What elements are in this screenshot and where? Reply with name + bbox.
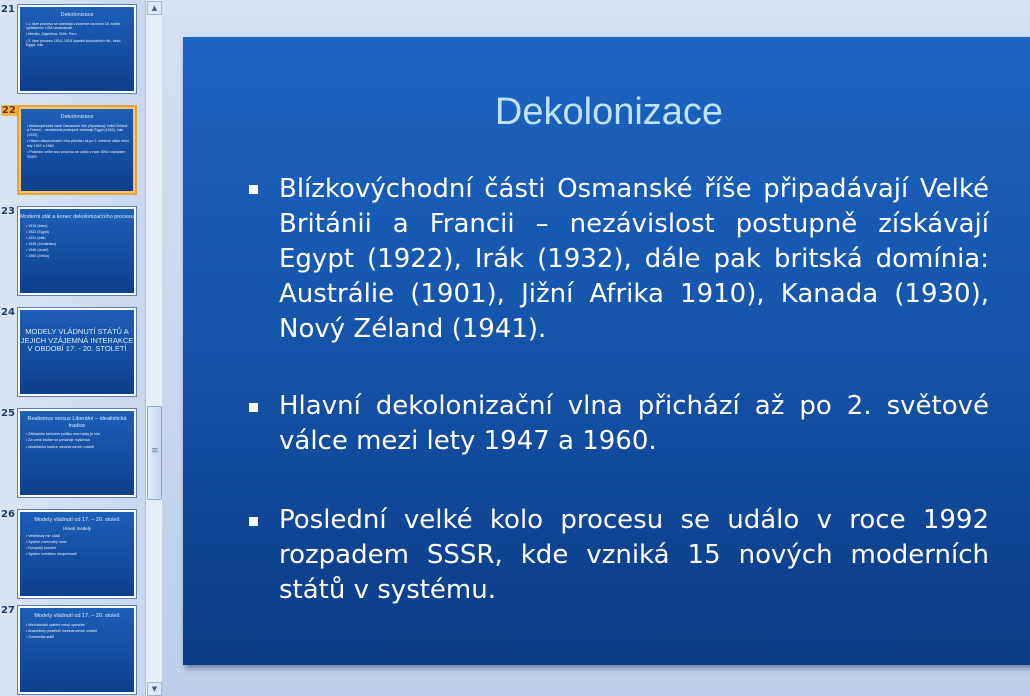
slide-bullet-1[interactable]: Blízkovýchodní části Osmanské říše připadávají Velké Británii a Francii – nezávislost postupně získávají Egypt (1922), Irák (1932), dále pak britská domínia: Austrálie (1901), Jižní Afrika 1910), Kanada (1930), Nový Zéland (1941). — [279, 174, 989, 344]
thumbnail-bullet: • Anarchický prostředí mezinárodních vztahů — [26, 629, 130, 634]
slide-number: 27 — [1, 605, 15, 616]
thumbnail-bullets — [27, 124, 129, 160]
thumbnail-bullet: • 1. fáze procesu se odehrála v Americe na konci 18. století vyhlášením USA nezávislosti — [26, 22, 130, 31]
slide-thumbnail-26[interactable] — [0, 509, 145, 601]
thumbnail-frame[interactable] — [17, 509, 137, 599]
thumbnail-bullets — [26, 534, 130, 557]
thumbnail-preview — [20, 7, 134, 91]
arrow-up-icon[interactable]: ▲ — [147, 1, 162, 15]
arrow-down-icon[interactable]: ▼ — [147, 682, 162, 696]
slide-number: 26 — [1, 509, 15, 520]
slide-editor[interactable] — [162, 0, 1030, 696]
slide-thumbnail-pane[interactable] — [0, 0, 145, 696]
grip-icon: ≡ — [151, 446, 159, 456]
thumbnail-bullet: • 1960 (Afrika) — [26, 254, 130, 259]
slide-thumbnail-22[interactable] — [0, 105, 145, 197]
thumbnail-bullets — [26, 623, 130, 640]
thumbnail-bullet: • 1948 (Izrael) — [26, 248, 130, 253]
thumbnail-title: Modely vládnutí od 17. – 20. století — [34, 517, 120, 523]
thumbnail-bullets — [26, 22, 130, 48]
thumbnail-title: Dekolonizace — [60, 12, 94, 18]
thumbnail-bullet: • 1922 (Egypt) — [26, 230, 130, 235]
thumbnail-frame-selected[interactable] — [17, 105, 137, 195]
thumbnail-bullet: • Systém kolektivní bezpečnosti — [26, 552, 130, 557]
thumbnail-bullet: • Základním faktorem politiky mezi státy je síla — [26, 432, 130, 437]
thumbnail-preview — [21, 109, 133, 191]
thumbnail-bullet: • 2. fáze procesu 1914–1918 úpadek koloniálních říší, Irsko, Egypt, Irák — [26, 39, 130, 48]
slide-thumbnail-24[interactable] — [0, 307, 145, 399]
slide-number: 23 — [1, 206, 15, 217]
thumbnail-preview — [20, 608, 134, 692]
thumbnail-bullet: • Systém rovnováhy moci — [26, 540, 130, 545]
thumbnail-title: Dekolonizace — [60, 114, 94, 120]
thumbnail-bullet: • 1932 (Irák) — [26, 236, 130, 241]
thumbnail-bullet: • Mezinárodní systém nebyl vytvořen — [26, 623, 130, 628]
thumbnail-subtitle: Hlavní modely — [63, 525, 91, 531]
thumbnail-preview — [20, 310, 134, 394]
thumbnail-bullet: • Blízkovýchodní části Osmanské říše připadávají Velké Británii a Francii – nezávislost postupně získávají Egypt (1922), Irák (1932) — [27, 124, 129, 138]
slide-thumbnail-23[interactable] — [0, 206, 145, 298]
thumbnail-bullets — [26, 224, 130, 260]
thumbnail-bullet: • Evropský koncert — [26, 546, 130, 551]
thumbnail-frame[interactable] — [17, 206, 137, 296]
slide-number: 25 — [1, 408, 15, 419]
slide-number: 22 — [2, 105, 16, 116]
bullet-marker-icon — [249, 185, 258, 194]
slide-thumbnail-27[interactable] — [0, 605, 145, 696]
thumbnail-bullet: • 1918 (Irsko) — [26, 224, 130, 229]
thumbnail-bullet: • Za vznik tradice se považuje myšlenka — [26, 438, 130, 443]
slide-canvas[interactable] — [183, 37, 1030, 665]
thumbnail-bullets — [26, 432, 130, 449]
thumbnail-bullet: • 1946 (Jordánsko) — [26, 242, 130, 247]
slide-number: 21 — [1, 4, 15, 15]
bullet-marker-icon — [249, 517, 258, 526]
thumbnail-title: Modely vládnutí od 17. – 20. století — [34, 613, 120, 619]
slide-thumbnail-25[interactable] — [0, 408, 145, 500]
slide-bullet-2[interactable]: Hlavní dekolonizační vlna přichází až po 2. světové válce mezi lety 1947 a 1960. — [279, 391, 989, 456]
thumbnail-scrollbar[interactable] — [145, 0, 162, 696]
thumbnail-preview — [20, 512, 134, 596]
thumbnail-bullet: • Vestfálský mír 1648 — [26, 534, 130, 539]
thumbnail-bullet: • Poslední velké kolo procesu se událo v roce 1992 rozpadem SSSR — [27, 150, 129, 159]
slide-title[interactable]: Dekolonizace — [494, 91, 724, 133]
thumbnail-frame[interactable] — [17, 605, 137, 695]
slide-number: 24 — [1, 307, 15, 318]
thumbnail-frame[interactable] — [17, 4, 137, 94]
thumbnail-title: Moderní stát a konec dekolonizačního procesu — [20, 214, 134, 220]
thumbnail-bullet: • Suverenita států — [26, 635, 130, 640]
slide-thumbnail-21[interactable] — [0, 4, 145, 96]
thumbnail-preview — [20, 209, 134, 293]
thumbnail-bullet: • Idealistická tradice mezinárodních vztahů — [26, 445, 130, 450]
thumbnail-frame[interactable] — [17, 307, 137, 397]
thumbnail-title: Realismus versus Liberální – idealistická tradice — [27, 416, 127, 429]
thumbnail-title: MODELY VLÁDNUTÍ STÁTŮ A JEJICH VZÁJEMNÁ INTERAKCE V OBDOBÍ 17. - 20. STOLETÍ — [20, 327, 134, 354]
thumbnail-frame[interactable] — [17, 408, 137, 498]
bullet-marker-icon — [249, 403, 258, 412]
scrollbar-thumb[interactable] — [147, 406, 162, 500]
thumbnail-bullet: • Mexiko, Argentina, Chile, Peru — [26, 32, 130, 37]
thumbnail-preview — [20, 411, 134, 495]
thumbnail-bullet: • Hlavní dekolonizační vlna přichází až po 2. světové válce mezi lety 1947 a 1960. — [27, 139, 129, 148]
slide-bullet-3[interactable]: Poslední velké kolo procesu se událo v roce 1992 rozpadem SSSR, kde vzniká 15 nových moderních států v systému. — [279, 505, 989, 605]
